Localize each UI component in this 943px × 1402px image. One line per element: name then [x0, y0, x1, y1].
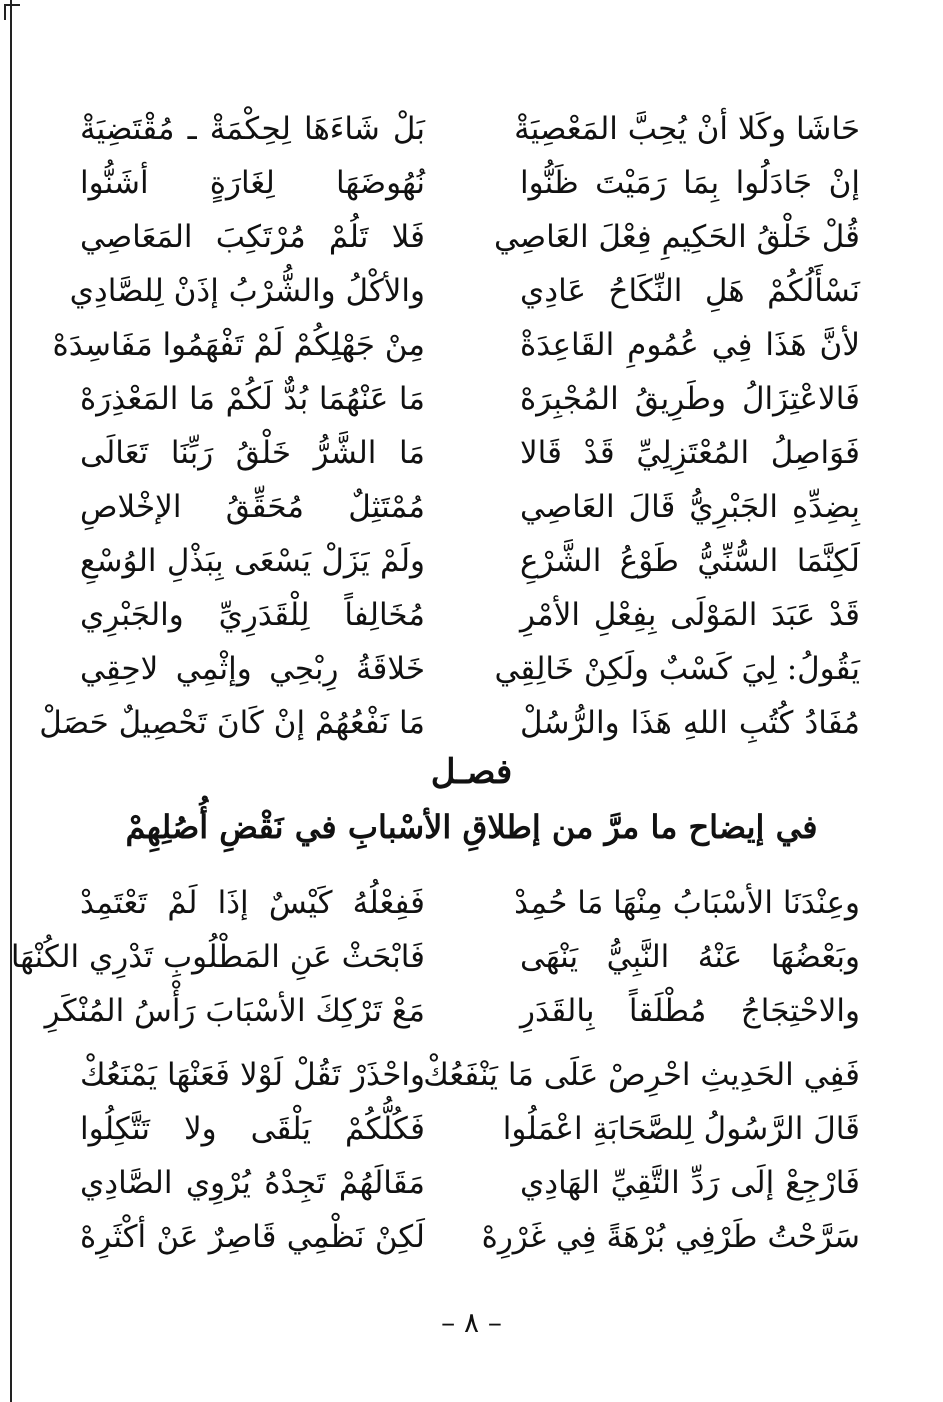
page-edge-line: [10, 0, 12, 1402]
verse-row: [80, 100, 860, 158]
verse-first-hemistich: إنْ جَادَلُوا بِمَا رَمَيْتَ ظَنُّوا: [520, 165, 860, 201]
verse-first-hemistich: لأنَّ هَذَا فِي عُمُومِ القَاعِدَةْ: [520, 327, 860, 363]
verse-row: [80, 586, 860, 644]
verse-row: [44, 982, 860, 1040]
verse-second-hemistich: مَقَالَهُمْ تَجِدْهُ يُرْوِي الصَّادِي: [80, 1165, 425, 1201]
verse-row: [10, 928, 860, 986]
verse-first-hemistich: فَوَاصِلُ المُعْتَزِلِيِّ قَدْ قَالا: [520, 435, 860, 471]
verse-row: [80, 1208, 860, 1266]
verse-second-hemistich: مَا عَنْهُمَا بُدٌّ لَكُمْ مَا المَعْذِرَهْ: [80, 381, 425, 417]
verse-second-hemistich: بَلْ شَاءَهَا لِحِكْمَةْ ـ مُقْتَضِيَةْ: [80, 111, 425, 147]
verse-first-hemistich: فَارْجِعْ إلَى رَدِّ التَّقِيِّ الهَادِي: [520, 1165, 860, 1201]
page-number: – ٨ –: [441, 1306, 502, 1339]
verse-row: [80, 478, 860, 536]
section-subtitle: في إيضاح ما مرَّ من إطلاقِ الأسْبابِ في نَقْضِ أُصُلِهِمْ: [125, 808, 818, 846]
verse-first-hemistich: يَقُولُ: لِيَ كَسْبٌ ولَكِنْ خَالِقِي: [494, 651, 860, 687]
verse-row: [80, 424, 860, 482]
verse-row: [80, 640, 860, 698]
verse-second-hemistich: فَفِعْلُهُ كَيْسٌ إذَا لَمْ تَعْتَمِدْ: [80, 885, 425, 921]
verse-first-hemistich: بِضِدِّهِ الجَبْرِيُّ قَالَ العَاصِي: [520, 489, 860, 525]
section-title: فصـل: [430, 752, 513, 792]
verse-first-hemistich: وبَعْضُهَا عَنْهُ النَّبِيُّ يَنْهَى: [520, 939, 860, 975]
verse-second-hemistich: مُخَالِفاً لِلْقَدَرِيِّ والجَبْرِي: [80, 597, 425, 633]
verse-second-hemistich: ولَمْ يَزَلْ يَسْعَى بِبَذْلِ الوُسْعِ: [80, 543, 425, 579]
verse-second-hemistich: فَكُلُّكُمْ يَلْقَى ولا تَتَّكِلُوا: [80, 1111, 425, 1147]
verse-first-hemistich: فَفِي الحَدِيثِ احْرِصْ عَلَى مَا يَنْفَعُكْ: [423, 1057, 860, 1093]
verse-first-hemistich: سَرَّحْتُ طَرْفِي بُرْهَةً فِي غَرْرِهْ: [481, 1219, 860, 1255]
verse-row: [80, 208, 860, 266]
verse-second-hemistich: مِنْ جَهْلِكُمْ لَمْ تَفْهَمُوا مَفَاسِدَهْ: [52, 327, 425, 363]
verse-row: [80, 532, 860, 590]
verse-second-hemistich: واحْذَرْ تَقُلْ لَوْلا فَعَنْهَا يَمْنَعُكْ: [80, 1057, 425, 1093]
verse-row: [69, 262, 860, 320]
verse-row: [80, 154, 860, 212]
verse-second-hemistich: خَلاقَةُ رِبْحِي وإثْمِي لاحِقِي: [80, 651, 425, 687]
verse-second-hemistich: والأكْلُ والشُّرْبُ إذَنْ لِلصَّادِي: [69, 273, 425, 309]
verse-first-hemistich: لَكِنَّمَا السُّنِّيُّ طَوْعُ الشَّرْعِ: [520, 543, 860, 579]
verse-second-hemistich: مُمْتَثِلٌ مُحَقِّقُ الإخْلاصِ: [80, 489, 425, 525]
verse-second-hemistich: فَابْحَثْ عَنِ المَطْلُوبِ تَدْرِي الكُنْهَا: [10, 939, 425, 975]
verse-second-hemistich: فَلا تَلُمْ مُرْتَكِبَ المَعَاصِي: [80, 219, 425, 255]
verse-row: [80, 370, 860, 428]
verse-first-hemistich: حَاشَا وكَلا أنْ يُحِبَّ المَعْصِيَةْ: [514, 111, 860, 147]
verse-first-hemistich: فَالاعْتِزَالُ وطَرِيقُ المُجْبِرَهْ: [520, 381, 860, 417]
verse-second-hemistich: مَا الشَّرُّ خَلْقُ رَبِّنَا تَعَالَى: [80, 435, 425, 471]
verse-row: [39, 694, 860, 752]
verse-first-hemistich: قُلْ خَلْقُ الحَكِيمِ فِعْلَ العَاصِي: [493, 219, 860, 255]
verse-row: [80, 1100, 860, 1158]
verse-second-hemistich: مَعْ تَرْكِكَ الأسْبَابَ رَأْسُ المُنْكَرِ: [44, 993, 425, 1029]
verse-second-hemistich: لَكِنْ نَظْمِي قَاصِرٌ عَنْ أكْثَرِهْ: [80, 1219, 425, 1255]
verse-row: [80, 1046, 860, 1104]
verse-row: [80, 874, 860, 932]
verse-first-hemistich: وعِنْدَنَا الأسْبَابُ مِنْهَا مَا حُمِدْ: [514, 885, 860, 921]
verse-row: [52, 316, 860, 374]
verse-first-hemistich: مُفَادُ كُتُبِ اللهِ هَذَا والرُّسُلْ: [520, 705, 860, 741]
page-corner-mark: [4, 4, 20, 20]
verse-first-hemistich: والاحْتِجَاجُ مُطْلَقاً بِالقَدَرِ: [520, 993, 860, 1029]
verse-second-hemistich: نُهُوضَهَا لِغَارَةٍ أشَنُّوا: [80, 165, 425, 201]
verse-first-hemistich: قَدْ عَبَدَ المَوْلَى بِفِعْلِ الأمْرِ: [520, 597, 860, 633]
verse-row: [80, 1154, 860, 1212]
verse-first-hemistich: نَسْأَلُكُمْ هَلِ النِّكَاحُ عَادِي: [520, 273, 860, 309]
verse-first-hemistich: قَالَ الرَّسُولُ لِلصَّحَابَةِ اعْمَلُوا: [502, 1111, 860, 1147]
verse-second-hemistich: مَا نَفْعُهُمْ إنْ كَانَ تَحْصِيلٌ حَصَلْ: [39, 705, 425, 741]
